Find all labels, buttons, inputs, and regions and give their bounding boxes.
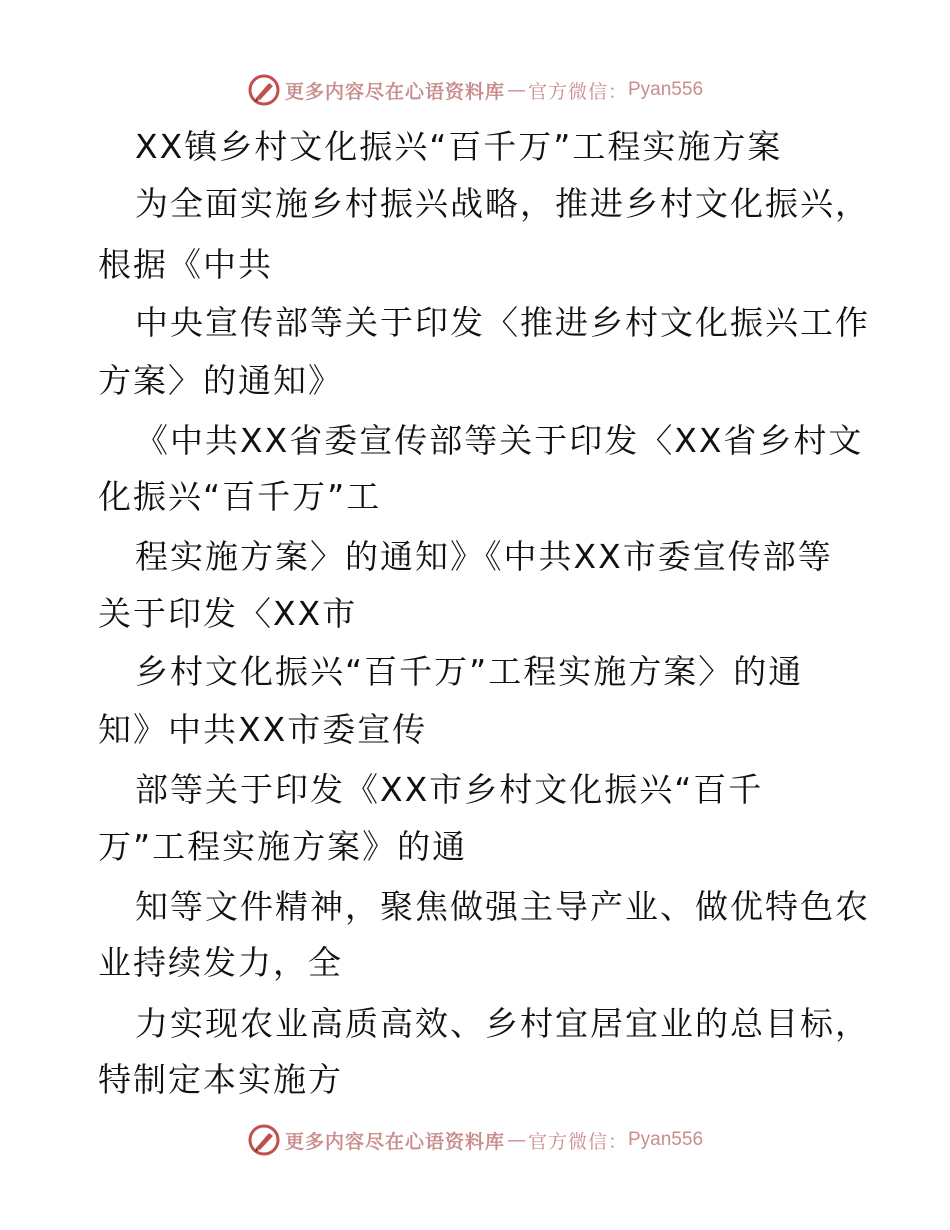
header-watermark — [0, 70, 950, 110]
pen-logo-icon — [247, 73, 281, 107]
document-title: XX镇乡村文化振兴“百千万”工程实施方案 — [135, 127, 783, 166]
body-line: 特制定本实施方 — [98, 1060, 343, 1099]
body-line: 部等关于印发《XX市乡村文化振兴“百千 — [135, 770, 764, 809]
watermark-dash: — — [506, 1129, 526, 1151]
body-line: 业持续发力，全 — [98, 943, 343, 982]
body-line: 知等文件精神，聚焦做强主导产业、做优特色农 — [135, 887, 870, 926]
body-line: 程实施方案〉的通知》《中共XX市委宣传部等 — [135, 537, 833, 576]
body-line: 为全面实施乡村振兴战略，推进乡村文化振兴， — [135, 184, 870, 223]
pen-logo-icon — [247, 1123, 281, 1157]
body-line: 《中共XX省委宣传部等关于印发〈XX省乡村文 — [135, 421, 864, 460]
body-line: 化振兴“百千万”工 — [98, 477, 382, 516]
watermark-wechat-id: Pyan556 — [628, 1129, 704, 1150]
watermark-wechat-label: 官方微信： — [527, 80, 628, 103]
body-line: 知》中共XX市委宣传 — [98, 710, 428, 749]
body-line: 根据《中共 — [98, 245, 273, 284]
body-line: 方案〉的通知》 — [98, 361, 343, 400]
body-line: 乡村文化振兴“百千万”工程实施方案〉的通 — [135, 652, 804, 691]
body-line: 中央宣传部等关于印发〈推进乡村文化振兴工作 — [135, 303, 870, 342]
footer-watermark — [0, 1120, 950, 1160]
watermark-wechat-id: Pyan556 — [628, 79, 704, 100]
body-line: 万”工程实施方案》的通 — [98, 827, 468, 866]
body-line: 关于印发〈XX市 — [98, 594, 358, 633]
watermark-wechat-label: 官方微信： — [527, 1130, 628, 1153]
watermark-dash: — — [506, 79, 526, 101]
watermark-text: 更多内容尽在心语资料库 — [284, 80, 505, 103]
watermark-text: 更多内容尽在心语资料库 — [284, 1130, 505, 1153]
body-line: 力实现农业高质高效、乡村宜居宜业的总目标， — [135, 1004, 870, 1043]
